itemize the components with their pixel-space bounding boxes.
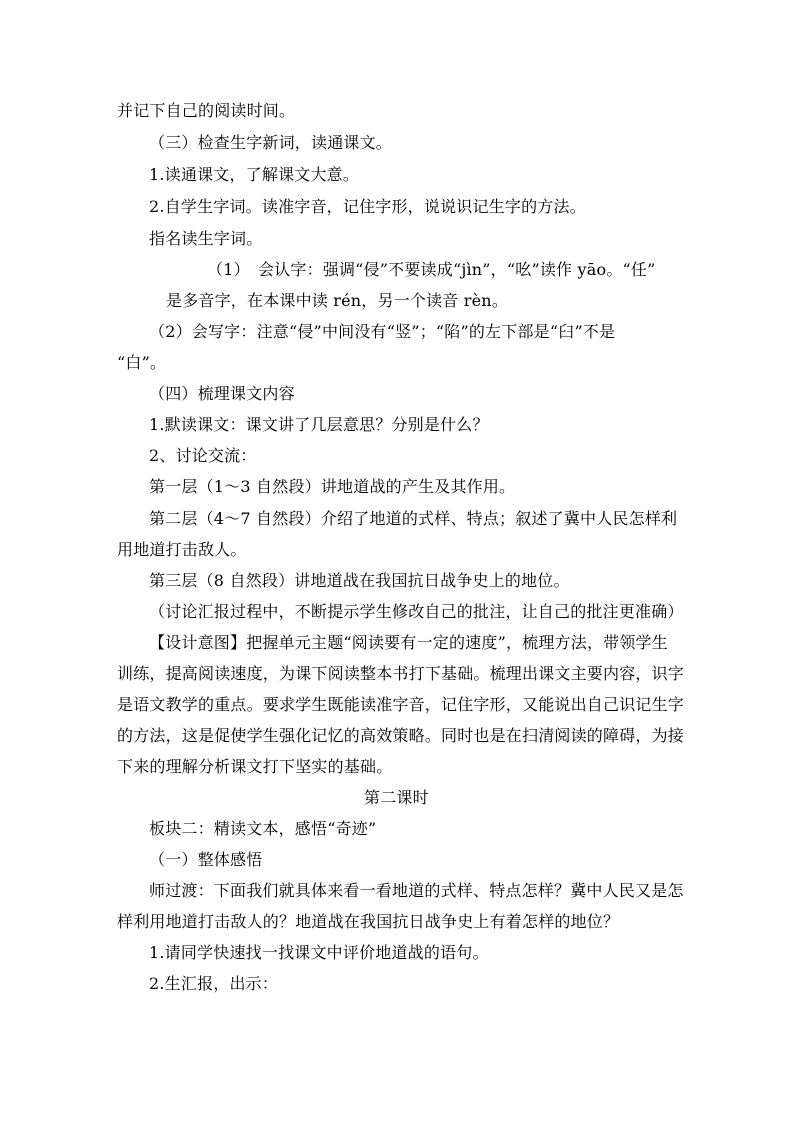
text-line: 1.默读课文：课文讲了几层意思？分别是什么？: [149, 415, 489, 434]
design-intent-line: 【设计意图】把握单元主题“阅读要有一定的速度”，梳理方法，带领学生: [149, 633, 668, 652]
text-line: （讨论汇报过程中，不断提示学生修改自己的批注，让自己的批注更准确）: [149, 602, 684, 621]
text-line: “白”。: [117, 353, 167, 372]
section-heading: （三）检查生字新词，读通课文。: [149, 133, 393, 152]
text-line: 下来的理解分析课文打下坚实的基础。: [117, 757, 393, 776]
text-line: 指名读生字词。: [149, 229, 263, 248]
text-line: 第一层（1～3 自然段）讲地道战的产生及其作用。: [149, 477, 516, 496]
lesson-title: 第二课时: [364, 788, 429, 807]
text-line: （1） 会认字：强调“侵”不要读成“jìn”，“吆”读作 yāo。“任”: [207, 260, 656, 279]
text-line: 第二层（4～7 自然段）介绍了地道的式样、特点；叙述了冀中人民怎样利: [149, 509, 678, 528]
text-line: 的方法，这是促使学生强化记忆的高效策略。同时也是在扫清阅读的障碍，为接: [117, 726, 685, 745]
section-heading: 板块二：精读文本，感悟“奇迹”: [149, 819, 377, 838]
text-line: 1.请同学快速找一找课文中评价地道战的语句。: [149, 943, 489, 962]
section-heading: （一）整体感悟: [149, 850, 263, 869]
text-line: 师过渡：下面我们就具体来看一看地道的式样、特点怎样？冀中人民又是怎: [149, 881, 684, 900]
text-line: 是多音字，在本课中读 rén，另一个读音 rèn。: [166, 291, 509, 310]
text-line: 2.生汇报，出示：: [149, 974, 279, 993]
text-line: 是语文教学的重点。要求学生既能读准字音，记住字形，又能说出自己识记生字: [117, 695, 685, 714]
text-line: 2、讨论交流：: [149, 446, 257, 465]
text-line: 并记下自己的阅读时间。: [117, 101, 296, 120]
text-line: 训练，提高阅读速度，为课下阅读整本书打下基础。梳理出课文主要内容，识字: [117, 664, 685, 683]
text-line: 1.读通课文，了解课文大意。: [149, 165, 360, 184]
text-line: 第三层（8 自然段）讲地道战在我国抗日战争史上的地位。: [149, 571, 570, 590]
text-line: （2）会写字：注意“侵”中间没有“竖”；“陷”的左下部是“臼”不是: [149, 322, 616, 341]
text-line: 用地道打击敌人。: [117, 540, 247, 559]
section-heading: （四）梳理课文内容: [149, 384, 295, 403]
text-line: 2.自学生字词。读准字音，记住字形，说说识记生字的方法。: [149, 197, 586, 216]
text-line: 样利用地道打击敌人的？地道战在我国抗日战争史上有着怎样的地位？: [117, 912, 620, 931]
